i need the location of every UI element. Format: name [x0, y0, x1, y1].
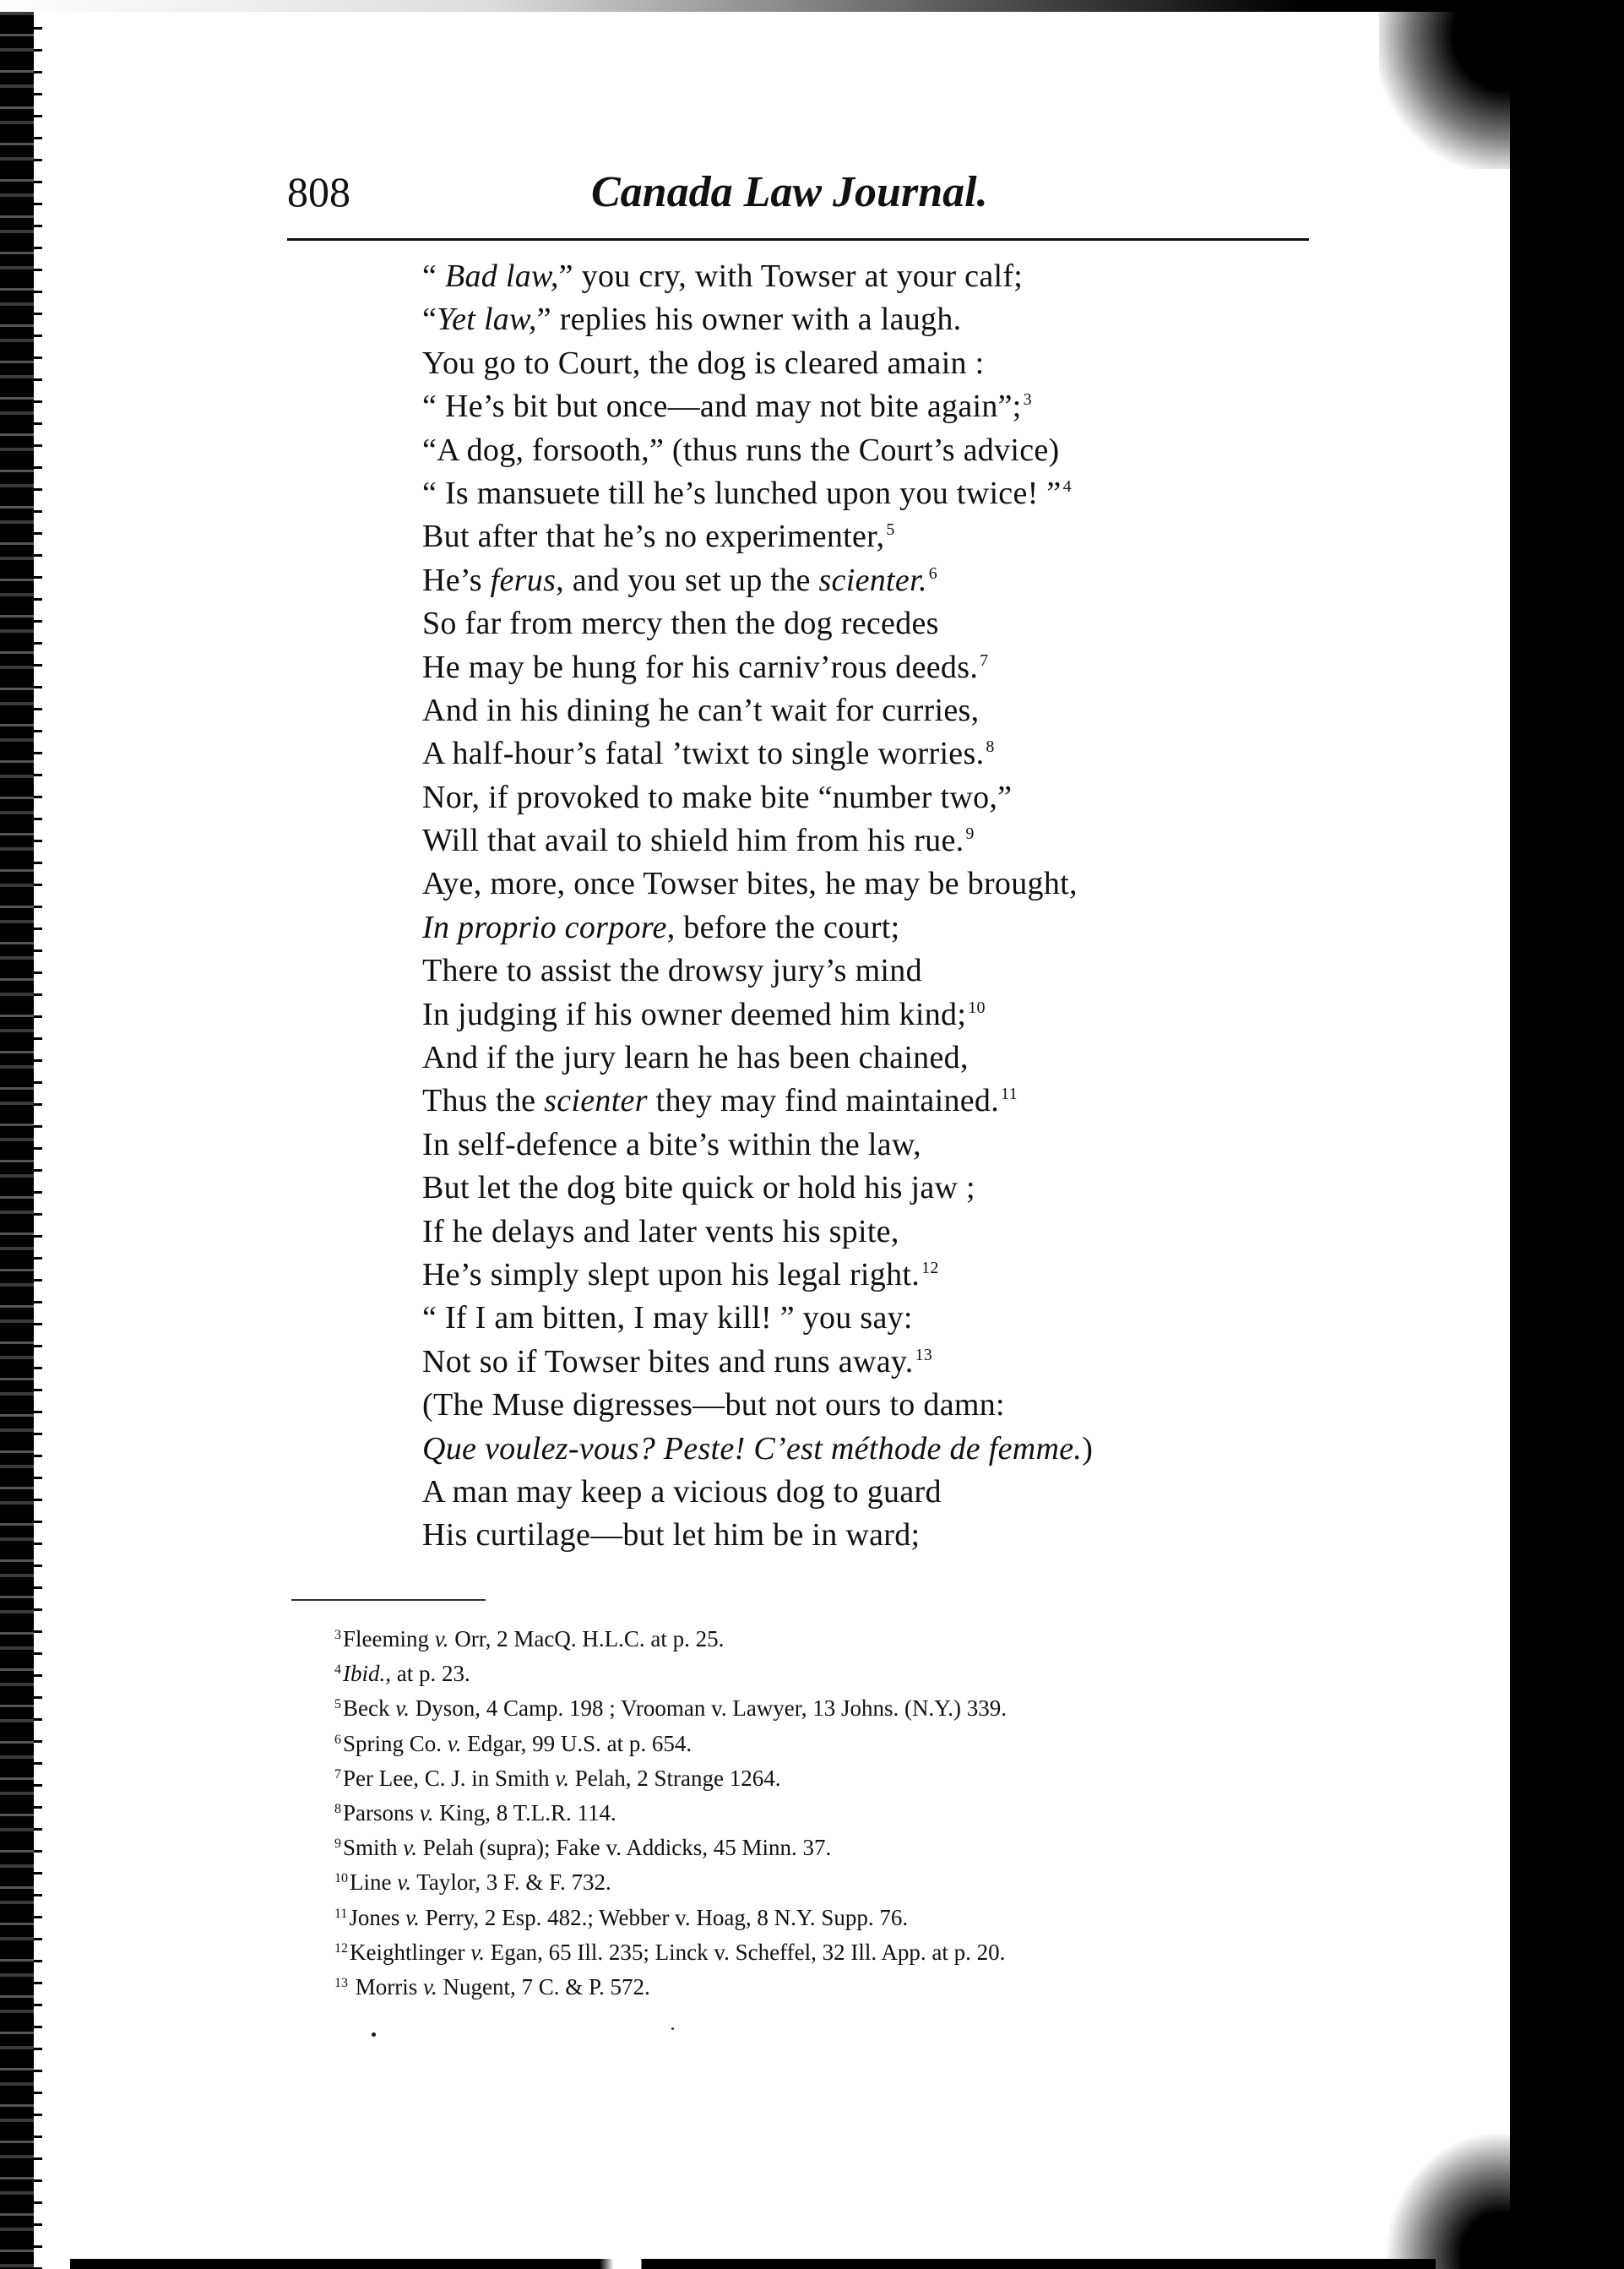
running-head [287, 167, 1309, 226]
scan-bottom-edge [42, 2259, 1436, 2269]
footnote-rule [291, 1599, 486, 1601]
print-speck [372, 2032, 376, 2037]
poem-line [422, 646, 1292, 689]
footnote-item [334, 1657, 1314, 1691]
poem-line [422, 1297, 1292, 1340]
footnote-italic: Ibid., [343, 1661, 391, 1687]
footnote-citation: Perry, 2 Esp. 482.; Webber v. Hoag, 8 N.Y. Supp. 76. [419, 1904, 909, 1930]
footnote-item [334, 1970, 1314, 2005]
poem-line-text: And in his dining he can’t wait for curries, [422, 692, 980, 728]
footnote-citation: Edgar, 99 U.S. at p. 654. [461, 1730, 693, 1756]
footnotes-list [334, 1622, 1314, 2005]
footnote-italic: v. [397, 1869, 411, 1896]
poem-line [422, 949, 1292, 993]
footnote-case: Line [350, 1869, 398, 1896]
print-speck [671, 2027, 674, 2030]
footnote-item [334, 1796, 1314, 1831]
scan-bottom-right-smudge [1388, 2134, 1514, 2269]
poem-line-lead: “ [422, 302, 437, 338]
poem-line-italic: Yet law, [437, 302, 537, 338]
footnote-italic: v. [405, 1904, 420, 1930]
footnote-number: 7 [334, 1766, 341, 1782]
poem-line-text: But let the dog bite quick or hold his jaw ; [422, 1170, 975, 1206]
footnote-italic: v. [395, 1695, 410, 1722]
poem-line [422, 559, 1292, 602]
poem-line [422, 1167, 1292, 1210]
footnote-citation: at p. 23. [391, 1661, 470, 1687]
footnote-number: 8 [334, 1801, 341, 1816]
footnote-italic: v. [434, 1626, 449, 1651]
poem-line-text: If he delays and later vents his spite, [422, 1213, 899, 1249]
footnote-number: 9 [334, 1836, 341, 1852]
poem-line-text: There to assist the drowsy jury’s mind [422, 953, 922, 989]
poem-line-text: “ He’s bit but once—and may not bite again”; [422, 389, 1022, 425]
poem-line-italic: In proprio corpore [422, 909, 667, 945]
poem-line [422, 906, 1292, 949]
poem-line [422, 255, 1292, 298]
footnote-item [334, 1727, 1314, 1761]
poem-line-lead: Thus the [422, 1083, 545, 1119]
poem-line [422, 862, 1292, 906]
poem-line [422, 298, 1292, 341]
poem-line-text: He may be hung for his carniv’rous deeds. [422, 649, 979, 685]
footnote-case: Jones [349, 1904, 406, 1930]
poem-line [422, 732, 1292, 775]
poem-line-text: In judging if his owner deemed him kind; [422, 996, 967, 1032]
poem-line-italic: scienter [544, 1083, 648, 1119]
footnote-item [334, 1935, 1314, 1970]
poem-line [422, 689, 1292, 732]
poem-line-text: You go to Court, the dog is cleared amain : [422, 345, 985, 381]
footnote-italic: v. [423, 1973, 437, 2000]
footnote-marker: 9 [965, 824, 975, 844]
footnote-marker: 7 [980, 650, 989, 670]
footnote-marker: 10 [968, 998, 986, 1017]
poem-line [422, 1037, 1292, 1080]
poem-line [422, 1254, 1292, 1297]
poem-line-text: Nor, if provoked to make bite “number two,” [422, 779, 1013, 815]
footnote-number: 13 [334, 1975, 348, 1990]
footnote-citation: Nugent, 7 C. & P. 572. [437, 1973, 650, 2000]
poem-line-italic-2: scienter. [818, 562, 927, 598]
footnote-item [334, 1761, 1314, 1796]
footnote-number: 10 [334, 1871, 348, 1886]
scan-left-edge [0, 0, 34, 2269]
poem-line-italic: ferus [490, 562, 557, 598]
poem-line [422, 472, 1292, 515]
poem-line [422, 515, 1292, 558]
footnote-citation: Pelah, 2 Strange 1264. [568, 1765, 781, 1791]
scan-top-right-smudge [1379, 0, 1540, 169]
footnote-number: 5 [334, 1697, 341, 1712]
poem-line-italic: Bad law, [444, 258, 559, 294]
poem-line [422, 1080, 1292, 1123]
footnote-marker: 4 [1062, 476, 1072, 496]
poem-line [422, 819, 1292, 862]
scan-right-edge [1510, 0, 1624, 2269]
footnote-citation: Taylor, 3 F. & F. 732. [410, 1869, 611, 1896]
poem-line-text: So far from mercy then the dog recedes [422, 606, 939, 642]
footnote-number: 6 [334, 1732, 341, 1747]
poem-line [422, 1124, 1292, 1167]
poem-line-text: , before the court; [666, 909, 900, 945]
footnote-item [334, 1831, 1314, 1865]
poem-line [422, 385, 1292, 428]
poem-line-text: (The Muse digresses—but not ours to damn: [422, 1387, 1005, 1423]
poem-line-text: ” replies his owner with a laugh. [536, 302, 962, 338]
footnote-marker: 11 [1001, 1085, 1018, 1104]
poem-line-text: they may find maintained. [647, 1083, 1000, 1119]
poem-line-text: His curtilage—but let him be in ward; [422, 1517, 921, 1553]
footnote-marker: 12 [921, 1258, 939, 1277]
header-rule [287, 238, 1309, 241]
footnote-case: Morris [350, 1973, 423, 2000]
footnote-number: 4 [334, 1662, 341, 1678]
footnote-item [334, 1691, 1314, 1726]
poem-line-text: Not so if Towser bites and runs away. [422, 1343, 914, 1379]
poem-line-lead: He’s [422, 562, 491, 598]
scan-left-binding [34, 0, 42, 2269]
footnote-number: 12 [334, 1940, 348, 1956]
footnote-item [334, 1865, 1314, 1900]
footnote-citation: Egan, 65 Ill. 235; Linck v. Scheffel, 32 Ill. App. at p. 20. [484, 1939, 1006, 1965]
poem-line-text: Aye, more, once Towser bites, he may be brought, [422, 866, 1078, 902]
poem-line [422, 1341, 1292, 1384]
poem-line-text: A man may keep a vicious dog to guard [422, 1473, 942, 1510]
footnote-italic: v. [419, 1799, 434, 1826]
footnote-item [334, 1622, 1314, 1657]
footnote-marker: 13 [915, 1345, 933, 1364]
poem-line [422, 602, 1292, 645]
footnote-marker: 3 [1023, 390, 1032, 410]
footnote-case: Fleeming [343, 1626, 435, 1651]
footnote-case: Parsons [343, 1799, 420, 1826]
poem-line-text: , and you set up the [556, 562, 819, 598]
poem-line-text: Will that avail to shield him from his rue. [422, 823, 964, 859]
poem-line [422, 342, 1292, 385]
footnote-italic: v. [470, 1939, 485, 1965]
poem-line-italic: Que voulez-vous? Peste! C’est méthode de femme. [422, 1430, 1083, 1466]
poem-line-text: ) [1082, 1430, 1094, 1466]
footnote-italic: v. [403, 1835, 418, 1861]
poem-line [422, 1471, 1292, 1514]
footnote-citation: Orr, 2 MacQ. H.L.C. at p. 25. [448, 1626, 725, 1651]
page-number: 808 [287, 168, 350, 215]
poem-line-text: And if the jury learn he has been chained, [422, 1040, 969, 1076]
poem-line-text: “A dog, forsooth,” (thus runs the Court’s advice) [422, 432, 1060, 468]
poem-line-lead: “ [422, 258, 445, 294]
poem-line [422, 776, 1292, 819]
footnote-marker: 5 [886, 520, 895, 540]
footnote-marker: 6 [928, 563, 938, 583]
poem-line-text: ” you cry, with Towser at your calf; [558, 258, 1024, 294]
footnote-case: Smith [343, 1835, 404, 1861]
poem-line [422, 1384, 1292, 1427]
poem-line-text: But after that he’s no experimenter, [422, 519, 885, 555]
footnote-number: 3 [334, 1628, 341, 1642]
poem-stanza [422, 255, 1292, 1558]
footnote-case: Keightlinger [350, 1939, 471, 1965]
footnote-case: Spring Co. [343, 1730, 448, 1756]
footnote-number: 11 [334, 1906, 348, 1921]
footnote-citation: Pelah (supra); Fake v. Addicks, 45 Minn. 37. [417, 1835, 832, 1861]
poem-line-text: “ If I am bitten, I may kill! ” you say: [422, 1300, 913, 1336]
footnote-italic: v. [447, 1730, 462, 1756]
poem-line [422, 1428, 1292, 1471]
poem-line-text: He’s simply slept upon his legal right. [422, 1256, 921, 1292]
footnote-case: Beck [343, 1695, 396, 1722]
footnote-italic: v. [555, 1765, 569, 1791]
footnote-case: Per Lee, C. J. in Smith [343, 1765, 556, 1791]
journal-title: Canada Law Journal. [591, 168, 988, 216]
poem-line [422, 1211, 1292, 1254]
poem-line [422, 429, 1292, 472]
footnote-citation: Dyson, 4 Camp. 198 ; Vrooman v. Lawyer, 13 Johns. (N.Y.) 339. [409, 1695, 1007, 1722]
poem-line [422, 993, 1292, 1037]
footnote-marker: 8 [986, 737, 995, 757]
poem-line [422, 1514, 1292, 1557]
poem-line-text: “ Is mansuete till he’s lunched upon you twice! ” [422, 475, 1062, 511]
footnote-item [334, 1901, 1314, 1935]
footnote-citation: King, 8 T.L.R. 114. [433, 1799, 616, 1826]
poem-line-text: A half-hour’s fatal ’twixt to single worries. [422, 736, 985, 772]
poem-line-text: In self-defence a bite’s within the law, [422, 1126, 921, 1162]
